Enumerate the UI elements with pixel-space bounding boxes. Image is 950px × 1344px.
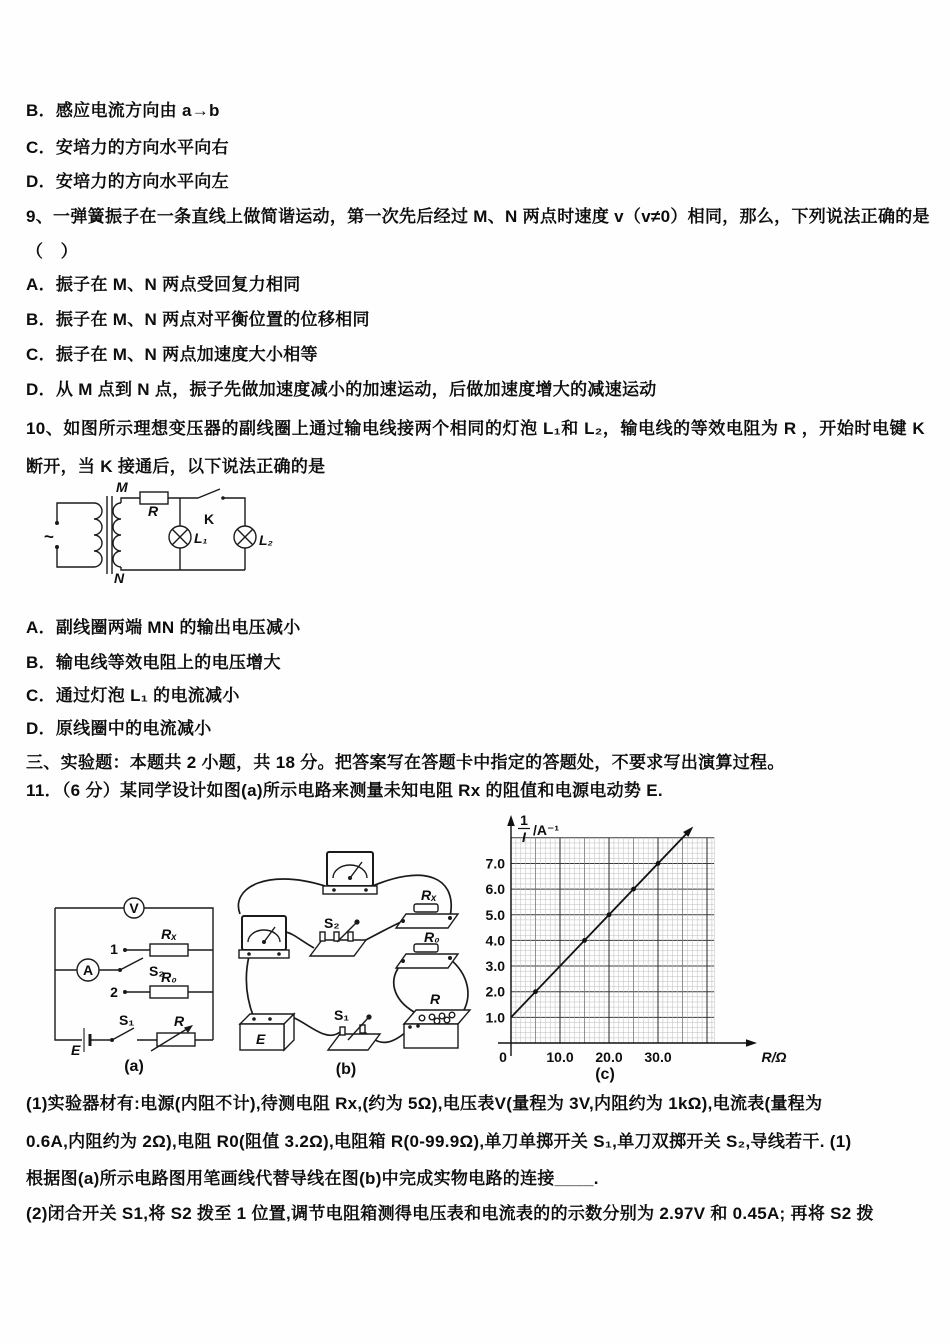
- resistance-box-icon: [404, 1010, 470, 1048]
- label-Rx: Rₓ: [421, 887, 437, 903]
- label-M: M: [116, 479, 128, 495]
- label-L2: L₂: [259, 532, 273, 548]
- q11-text-line-4: (2)闭合开关 S1,将 S2 拨至 1 位置,调节电阻箱测得电压表和电流表的的示数分别为 2.97V 和 0.45A; 再将 S2 拨: [26, 1204, 874, 1223]
- q11-text-line-2: 0.6A,内阻约为 2Ω),电阻 R0(阻值 3.2Ω),电阻箱 R(0-99.9Ω),单刀单掷开关 S₁,单刀双掷开关 S₂,导线若干. (1): [26, 1132, 852, 1151]
- q9-stem: 9、一弹簧振子在一条直线上做简谐运动，第一次先后经过 M、N 两点时速度 v（v≠0）相同，那么，下列说法正确的是: [26, 207, 930, 226]
- resistor-Rx: [150, 944, 188, 956]
- y-tick-label: 2.0: [485, 983, 505, 1000]
- label-S2: S₂: [149, 963, 165, 979]
- resistor-R0-icon: [396, 944, 458, 968]
- data-point: [631, 887, 636, 892]
- q10-option-c: C．通过灯泡 L₁ 的电流减小: [26, 686, 240, 705]
- resistor-Rx-icon: [396, 904, 458, 928]
- label-R: R: [430, 991, 441, 1007]
- data-point: [656, 861, 661, 866]
- y-tick-label: 7.0: [485, 855, 505, 872]
- y-tick-label: 4.0: [485, 932, 505, 949]
- q9-option-d: D．从 M 点到 N 点，振子先做加速度减小的加速运动，后做加速度增大的减速运动: [26, 380, 657, 399]
- q11-text-line-3: 根据图(a)所示电路图用笔画线代替导线在图(b)中完成实物电路的连接____.: [26, 1169, 599, 1188]
- q8-option-b: B．感应电流方向由 a→b: [26, 101, 220, 120]
- data-point: [533, 989, 538, 994]
- resistor-R0: [150, 986, 188, 998]
- y-axis-label-unit: /A⁻¹: [533, 822, 560, 838]
- q11-figure-a-schematic: [40, 878, 250, 1083]
- label-K: K: [204, 511, 215, 527]
- circuit-a-wires: [55, 898, 213, 1052]
- label-E: E: [256, 1031, 266, 1047]
- label-L1: L₁: [194, 530, 208, 546]
- q8-option-c: C．安培力的方向水平向右: [26, 138, 229, 157]
- switch-K-blade: [198, 489, 220, 498]
- data-point: [582, 938, 587, 943]
- label-S1: S₁: [334, 1007, 350, 1023]
- q10-option-b: B．输电线等效电阻上的电压增大: [26, 653, 281, 672]
- q9-option-c: C．振子在 M、N 两点加速度大小相等: [26, 345, 318, 364]
- q10-transformer-circuit-figure: [30, 470, 330, 600]
- label-R: R: [174, 1013, 185, 1029]
- x-tick-label: 0: [499, 1049, 507, 1065]
- y-tick-label: 6.0: [485, 881, 505, 898]
- q11-intro: 11．（6 分）某同学设计如图(a)所示电路来测量未知电阻 Rx 的阻值和电源电动势 E.: [26, 781, 663, 800]
- data-point: [607, 912, 612, 917]
- q10-stem: 10、如图所示理想变压器的副线圈上通过输电线接两个相同的灯泡 L₁和 L₂，输电线的等效电阻为 R ，开始时电键 K 断开，当 K 接通后，以下说法正确的是: [26, 419, 925, 476]
- label-S1: S₁: [119, 1012, 135, 1028]
- label-R0: R₀: [424, 929, 440, 945]
- voltmeter-icon: [323, 852, 377, 894]
- figure-b-caption: (b): [335, 1061, 357, 1078]
- y-axis-label-numerator: 1: [520, 812, 528, 828]
- transformer-core: [107, 496, 112, 574]
- q9-option-b: B．振子在 M、N 两点对平衡位置的位移相同: [26, 310, 370, 329]
- x-tick-label: 30.0: [644, 1049, 672, 1065]
- q11-text-line-1: (1)实验器材有:电源(内阻不计),待测电阻 Rx,(约为 5Ω),电压表V(量程为 3V,内阻约为 1kΩ),电流表(量程为: [26, 1094, 823, 1113]
- label-S2: S₂: [324, 915, 340, 931]
- q9-paren-blank: （ ）: [26, 242, 78, 261]
- contact-2-label: 2: [110, 984, 118, 1000]
- figure-c-caption: (c): [595, 1066, 615, 1083]
- battery-icon: [240, 1014, 294, 1050]
- label-Rx: Rₓ: [161, 926, 177, 942]
- label-R: R: [148, 503, 159, 519]
- label-E: E: [71, 1042, 81, 1058]
- ammeter-letter: A: [82, 962, 94, 978]
- y-axis-label-denominator: I: [522, 829, 526, 845]
- y-tick-label: 1.0: [485, 1009, 505, 1026]
- voltmeter-letter: V: [129, 900, 139, 916]
- x-tick-label: 20.0: [595, 1049, 623, 1065]
- label-N: N: [114, 570, 125, 586]
- label-R0: R₀: [161, 969, 177, 985]
- x-tick-label: 10.0: [546, 1049, 574, 1065]
- x-axis-label: R/Ω: [761, 1049, 787, 1065]
- transformer-primary: [55, 503, 102, 567]
- q10-option-a: A．副线圈两端 MN 的输出电压减小: [26, 618, 301, 637]
- y-tick-label: 5.0: [485, 906, 505, 923]
- q8-option-d: D．安培力的方向水平向左: [26, 172, 229, 191]
- switch-S1-blade: [112, 1028, 134, 1040]
- switch-S2-blade: [120, 958, 143, 970]
- q11-figure-c-graph: [478, 810, 813, 1085]
- q9-option-a: A．振子在 M、N 两点受回复力相同: [26, 275, 301, 294]
- q11-figure-b-apparatus: [228, 818, 483, 1083]
- ac-source-symbol: ~: [44, 527, 54, 546]
- section3-header: 三、实验题：本题共 2 小题，共 18 分。把答案写在答题卡中指定的答题处，不要求写出演算过程。: [26, 753, 785, 772]
- y-tick-label: 3.0: [485, 958, 505, 975]
- contact-1-label: 1: [110, 941, 118, 957]
- q10-option-d: D．原线圈中的电流减小: [26, 719, 212, 738]
- figure-a-caption: (a): [124, 1058, 144, 1075]
- ammeter-icon: [239, 916, 289, 958]
- transformer-secondary-circuit: [113, 489, 256, 570]
